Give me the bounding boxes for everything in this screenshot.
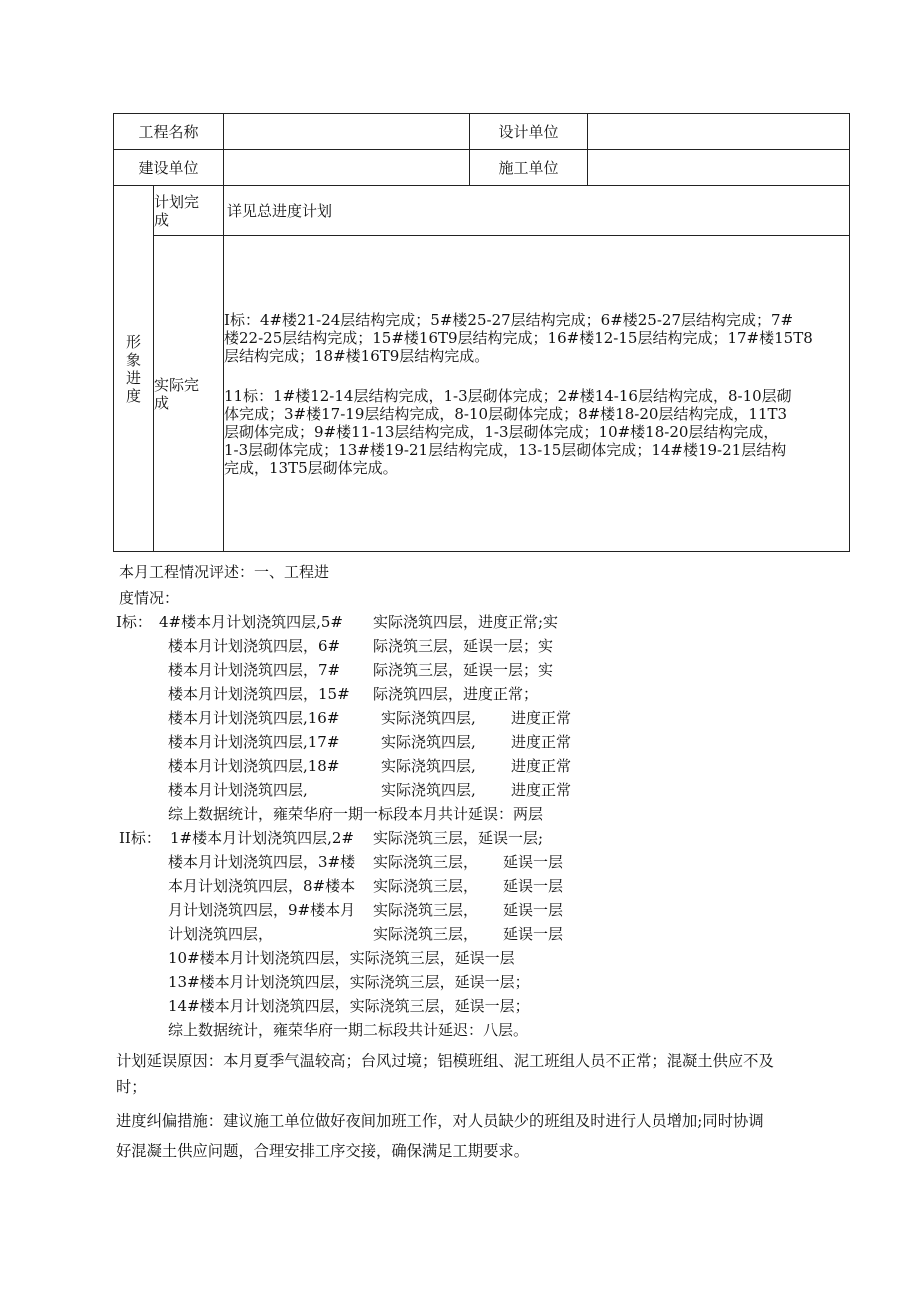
- section1-col1: 楼本月计划浇筑四层,17#: [168, 733, 340, 751]
- actual-line: I标：4#楼21-24层结构完成；5#楼25-27层结构完成；6#楼25-27层结构完成；7#: [224, 310, 794, 329]
- section2-line: 10#楼本月计划浇筑四层，实际浇筑三层，延误一层: [168, 949, 515, 967]
- plan-label-line1: 计划完: [154, 192, 200, 211]
- delay-reason-line1: 计划延误原因：本月夏季气温较高；台风过境；铝模班组、泥工班组人员不正常；混凝土供应不及: [116, 1052, 774, 1070]
- section1-col2: 实际浇筑四层,: [381, 757, 476, 775]
- section2-col1: 楼本月计划浇筑四层，3#楼: [168, 853, 356, 871]
- section1-col1: 楼本月计划浇筑四层，7#: [168, 661, 341, 679]
- review-heading-line1: 本月工程情况评述：一、工程进: [119, 563, 330, 581]
- actual-line: 层结构完成；18#楼16T9层结构完成。: [224, 346, 490, 365]
- design-unit-label: 设计单位: [470, 114, 588, 150]
- section1-col1: 楼本月计划浇筑四层,16#: [168, 709, 340, 727]
- section1-col2: 际浇筑三层，延误一层；实: [373, 637, 554, 655]
- section1-col2: 实际浇筑四层,: [381, 709, 476, 727]
- section1-label: I标：: [116, 613, 152, 631]
- actual-line: 楼22-25层结构完成；15#楼16T9层结构完成；16#楼12-15层结构完成；17#楼15T8: [224, 328, 813, 347]
- section1-col1: 4#楼本月计划浇筑四层,5#: [159, 613, 343, 631]
- section2-col1: 1#楼本月计划浇筑四层,2#: [170, 829, 354, 847]
- actual-line: 完成，13T5层砌体完成。: [224, 458, 398, 477]
- section2-col1: 月计划浇筑四层，9#楼本月: [168, 901, 356, 919]
- actual-label-line1: 实际完: [154, 375, 200, 394]
- measures-line2: 好混凝土供应问题，合理安排工序交接，确保满足工期要求。: [116, 1142, 530, 1160]
- design-unit-value[interactable]: [588, 114, 850, 150]
- project-info-table: [113, 113, 850, 552]
- progress-label-char: 形: [125, 332, 141, 351]
- section1-col1: 楼本月计划浇筑四层，6#: [168, 637, 341, 655]
- project-name-value[interactable]: [224, 114, 470, 150]
- section1-col3: 进度正常: [511, 781, 572, 799]
- actual-value: [224, 236, 850, 552]
- section1-col3: 进度正常: [511, 709, 572, 727]
- progress-label-char: 度: [125, 386, 141, 405]
- actual-line: 层砌体完成；9#楼11-13层结构完成，1-3层砌体完成；10#楼18-20层结构完成，: [224, 422, 779, 441]
- contractor-label: 施工单位: [470, 150, 588, 186]
- section2-line: 13#楼本月计划浇筑四层，实际浇筑三层，延误一层；: [168, 973, 530, 991]
- section2-col2: 实际浇筑三层，延误一层;: [373, 829, 544, 847]
- section1-col2: 际浇筑四层，进度正常；: [373, 685, 539, 703]
- plan-label-line2: 成: [154, 210, 170, 229]
- contractor-value[interactable]: [588, 150, 850, 186]
- owner-label: 建设单位: [114, 150, 224, 186]
- project-name-label: 工程名称: [114, 114, 224, 150]
- section2-col3: 延误一层: [503, 925, 564, 943]
- section2-col1: 本月计划浇筑四层，8#楼本: [168, 877, 356, 895]
- section2-line: 14#楼本月计划浇筑四层，实际浇筑三层，延误一层；: [168, 997, 530, 1015]
- actual-label: [154, 236, 224, 552]
- section2-col1: 计划浇筑四层，: [168, 925, 274, 943]
- actual-label-line2: 成: [154, 393, 170, 412]
- review-heading-line2: 度情况：: [119, 589, 180, 607]
- actual-line: 1-3层砌体完成；13#楼19-21层结构完成，13-15层砌体完成；14#楼19-21层结构: [224, 440, 787, 459]
- section1-col2: 实际浇筑四层,: [381, 733, 476, 751]
- section2-col2: 实际浇筑三层，: [373, 853, 479, 871]
- plan-label: [154, 186, 224, 236]
- section2-col3: 延误一层: [503, 853, 564, 871]
- section1-col2: 际浇筑三层，延误一层；实: [373, 661, 554, 679]
- section2-col2: 实际浇筑三层，: [373, 925, 479, 943]
- section2-col3: 延误一层: [503, 901, 564, 919]
- progress-label: [114, 186, 154, 552]
- measures-line1: 进度纠偏措施：建议施工单位做好夜间加班工作，对人员缺少的班组及时进行人员增加;同时协调: [116, 1112, 764, 1130]
- section1-col1: 楼本月计划浇筑四层,: [168, 781, 308, 799]
- section1-col1: 楼本月计划浇筑四层,18#: [168, 757, 340, 775]
- owner-value[interactable]: [224, 150, 470, 186]
- delay-reason-line2: 时；: [116, 1078, 147, 1096]
- section2-col2: 实际浇筑三层，: [373, 901, 479, 919]
- section1-col2: 实际浇筑四层，进度正常;实: [373, 613, 559, 631]
- plan-value: 详见总进度计划: [224, 186, 850, 236]
- section1-summary: 综上数据统计，雍荣华府一期一标段本月共计延误：两层: [168, 805, 544, 823]
- actual-line: 11标：1#楼12-14层结构完成，1-3层砌体完成；2#楼14-16层结构完成，8-10层砌: [224, 386, 792, 405]
- section1-col1: 楼本月计划浇筑四层，15#: [168, 685, 350, 703]
- section1-col3: 进度正常: [511, 733, 572, 751]
- actual-line: 体完成；3#楼17-19层结构完成，8-10层砌体完成；8#楼18-20层结构完成，11T3: [224, 404, 788, 423]
- section1-col2: 实际浇筑四层,: [381, 781, 476, 799]
- progress-label-char: 进: [125, 368, 141, 387]
- section2-col2: 实际浇筑三层，: [373, 877, 479, 895]
- section2-summary: 综上数据统计，雍荣华府一期二标段共计延迟：八层。: [168, 1021, 529, 1039]
- section2-label: II标：: [119, 829, 161, 847]
- section1-col3: 进度正常: [511, 757, 572, 775]
- section2-col3: 延误一层: [503, 877, 564, 895]
- progress-label-char: 象: [125, 350, 141, 369]
